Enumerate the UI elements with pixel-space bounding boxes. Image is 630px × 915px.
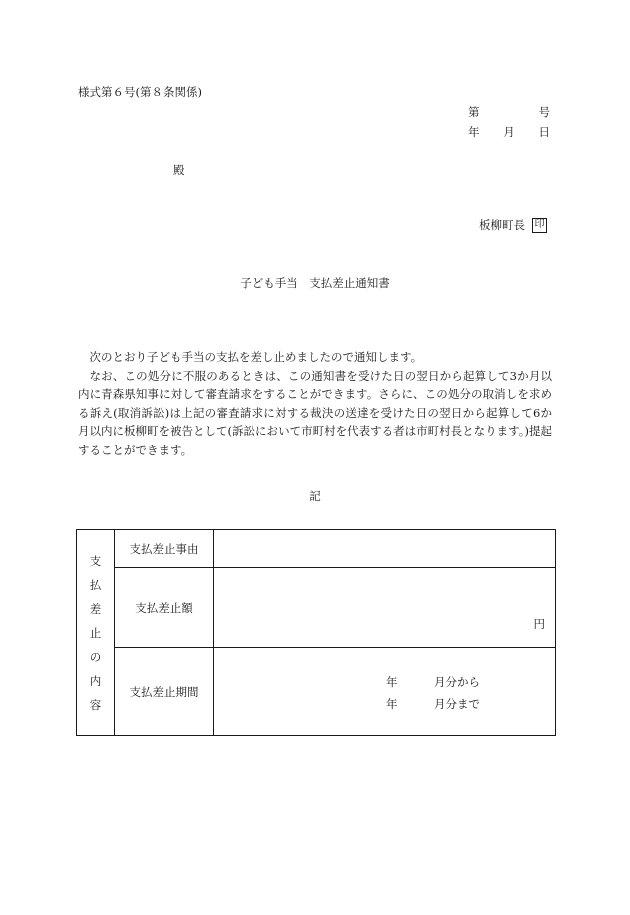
reason-value	[214, 530, 556, 568]
period-to-month: 月分まで	[434, 697, 480, 711]
document-title: 子ども手当 支払差止通知書	[240, 276, 390, 290]
ki-heading: 記	[309, 489, 321, 503]
date-month: 月	[503, 125, 515, 139]
period-from-month: 月分から	[434, 675, 480, 689]
amount-value	[214, 568, 556, 648]
form-number: 様式第６号(第８条関係)	[78, 85, 202, 99]
doc-no-prefix: 第	[468, 105, 480, 119]
amount-label: 支払差止額	[115, 568, 214, 648]
date-year: 年	[468, 125, 480, 139]
body-paragraph-2: なお、この処分に不服のあるときは、この通知書を受けた日の翌日から起算して3か月以内に青森県知事に対して審査請求をすることができます。さらに、この処分の取消しを求める訴え(取消訴訟)は上記の審査請求に対する裁決の送達を受けた日の翌日から起算して6か月以内に板柳町を被告として(訴訟において市町村を代表する者は市町村長となります。)提起することができます。	[78, 368, 552, 457]
period-to	[386, 696, 480, 712]
side-header-char: の	[89, 649, 102, 664]
side-header-char: 内	[89, 673, 102, 688]
seal-stamp: 印	[532, 218, 547, 233]
amount-unit: 円	[533, 617, 545, 631]
period-label: 支払差止期間	[115, 648, 214, 736]
addressee: 殿	[173, 163, 185, 177]
sender	[479, 217, 547, 233]
period-from	[386, 674, 480, 690]
suspension-detail-table	[76, 529, 556, 736]
period-from-year: 年	[386, 675, 398, 689]
reason-label: 支払差止事由	[115, 530, 214, 568]
document-number	[468, 104, 550, 120]
body-text	[78, 348, 552, 459]
sender-name: 板柳町長	[479, 218, 525, 232]
period-to-year: 年	[386, 697, 398, 711]
side-header-char: 支	[89, 553, 102, 568]
side-header-char: 差	[89, 601, 102, 616]
issue-date	[468, 124, 550, 140]
side-header-char: 容	[89, 697, 102, 712]
side-header	[77, 530, 115, 736]
period-value	[214, 648, 556, 736]
side-header-char: 止	[89, 625, 102, 640]
body-paragraph-1: 次のとおり子ども手当の支払を差し止めましたので通知します。	[89, 350, 423, 364]
doc-no-suffix: 号	[538, 105, 550, 119]
date-day: 日	[538, 125, 550, 139]
side-header-char: 払	[89, 577, 102, 592]
